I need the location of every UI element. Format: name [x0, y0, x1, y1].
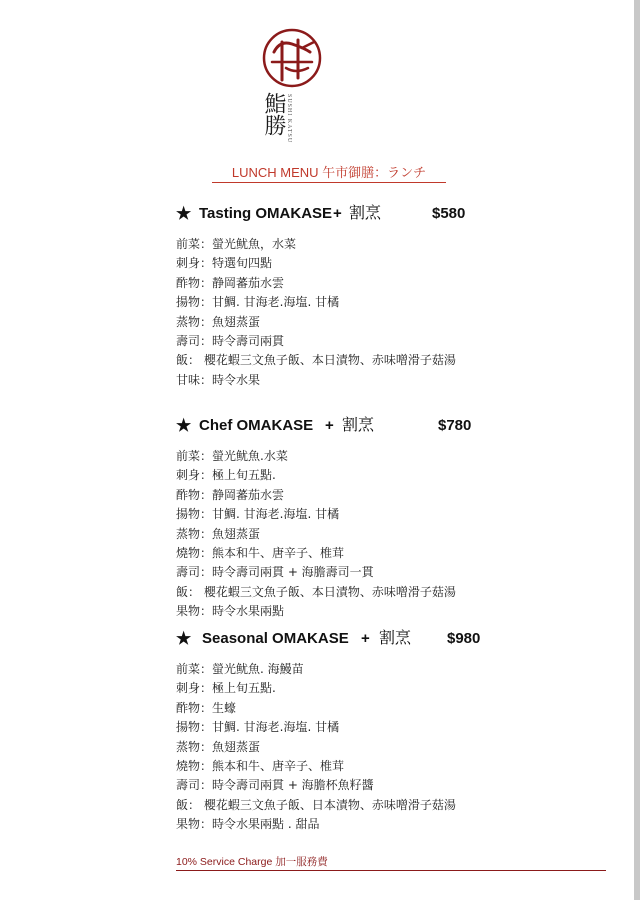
footer-divider	[176, 870, 606, 871]
course-plus: +	[325, 417, 334, 434]
course-price: $780	[438, 417, 472, 434]
list-item: 燒物：熊本和牛、唐辛子、椎茸	[176, 545, 345, 560]
course-kappo: 割烹	[342, 415, 375, 434]
course-items	[176, 235, 506, 390]
list-item: 蒸物：魚翅蒸蛋	[176, 314, 261, 329]
menu-header-underline	[212, 182, 446, 183]
list-item: 壽司：時令壽司兩貫 + 海膽壽司一貫	[176, 565, 374, 580]
list-item: 前菜：螢光鱿魚，水菜	[176, 237, 297, 251]
list-item: 飯： 櫻花蝦三文魚子飯、日本漬物、赤味噌滑子菇湯	[176, 797, 456, 812]
course-title	[176, 628, 506, 650]
course-name: Seasonal OMAKASE	[202, 630, 349, 647]
list-item: 酢物：静岡蕃茄水雲	[176, 487, 285, 502]
course-name: Tasting OMAKASE	[199, 205, 333, 222]
star-icon: ★	[176, 416, 192, 435]
menu-header: LUNCH MENU 午市御膳：ランチ	[231, 165, 427, 180]
course-price: $580	[432, 205, 466, 222]
list-item: 蒸物：魚翅蒸蛋	[176, 739, 261, 754]
star-icon: ★	[176, 204, 192, 223]
course-chef	[176, 415, 506, 638]
logo-romaji: SUSHI KATSU	[286, 94, 292, 144]
logo-kanji: 鮨勝	[261, 92, 286, 136]
restaurant-logo	[252, 22, 372, 150]
list-item: 刺身：極上旬五點.	[176, 681, 276, 696]
course-seasonal	[176, 628, 506, 851]
list-item: 前菜：螢光鱿魚. 海鰻苗	[176, 662, 304, 676]
list-item: 刺身：極上旬五點.	[176, 468, 276, 483]
list-item: 蒸物：魚翅蒸蛋	[176, 526, 261, 541]
list-item: 揚物：甘鯛. 甘海老.海塩. 甘橘	[176, 295, 340, 310]
list-item: 果物：時令水果兩點	[176, 604, 285, 619]
list-item: 前菜：螢光鱿魚.水菜	[176, 449, 288, 463]
course-tasting	[176, 203, 506, 406]
list-item: 壽司：時令壽司兩貫	[176, 333, 285, 348]
course-kappo: 割烹	[349, 203, 382, 222]
course-items	[176, 660, 506, 835]
course-items	[176, 447, 506, 622]
course-price: $980	[447, 630, 481, 647]
list-item: 燒物：熊本和牛、唐辛子、椎茸	[176, 758, 345, 773]
list-item: 刺身：特選旬四點	[176, 256, 273, 271]
course-name: Chef OMAKASE	[199, 417, 314, 434]
list-item: 飯： 櫻花蝦三文魚子飯、本日漬物、赤味噌滑子菇湯	[176, 353, 456, 368]
list-item: 飯： 櫻花蝦三文魚子飯、本日漬物、赤味噌滑子菇湯	[176, 584, 456, 599]
page-edge-bar	[634, 0, 640, 900]
list-item: 揚物：甘鯛. 甘海老.海塩. 甘橘	[176, 507, 340, 522]
star-icon: ★	[176, 629, 192, 648]
course-kappo: 割烹	[379, 628, 412, 647]
course-title	[176, 415, 506, 437]
course-title	[176, 203, 506, 225]
list-item: 酢物：生蠔	[176, 700, 237, 715]
list-item: 壽司：時令壽司兩貫 + 海膽杯魚籽醬	[176, 778, 374, 793]
list-item: 甘味：時令水果	[176, 372, 261, 387]
list-item: 果物：時令水果兩點 . 甜品	[176, 817, 320, 832]
service-charge-note: 10% Service Charge 加一服務費	[176, 856, 328, 868]
course-plus: +	[333, 205, 342, 222]
course-plus: +	[361, 630, 370, 647]
list-item: 揚物：甘鯛. 甘海老.海塩. 甘橘	[176, 720, 340, 735]
list-item: 酢物：静岡蕃茄水雲	[176, 275, 285, 290]
